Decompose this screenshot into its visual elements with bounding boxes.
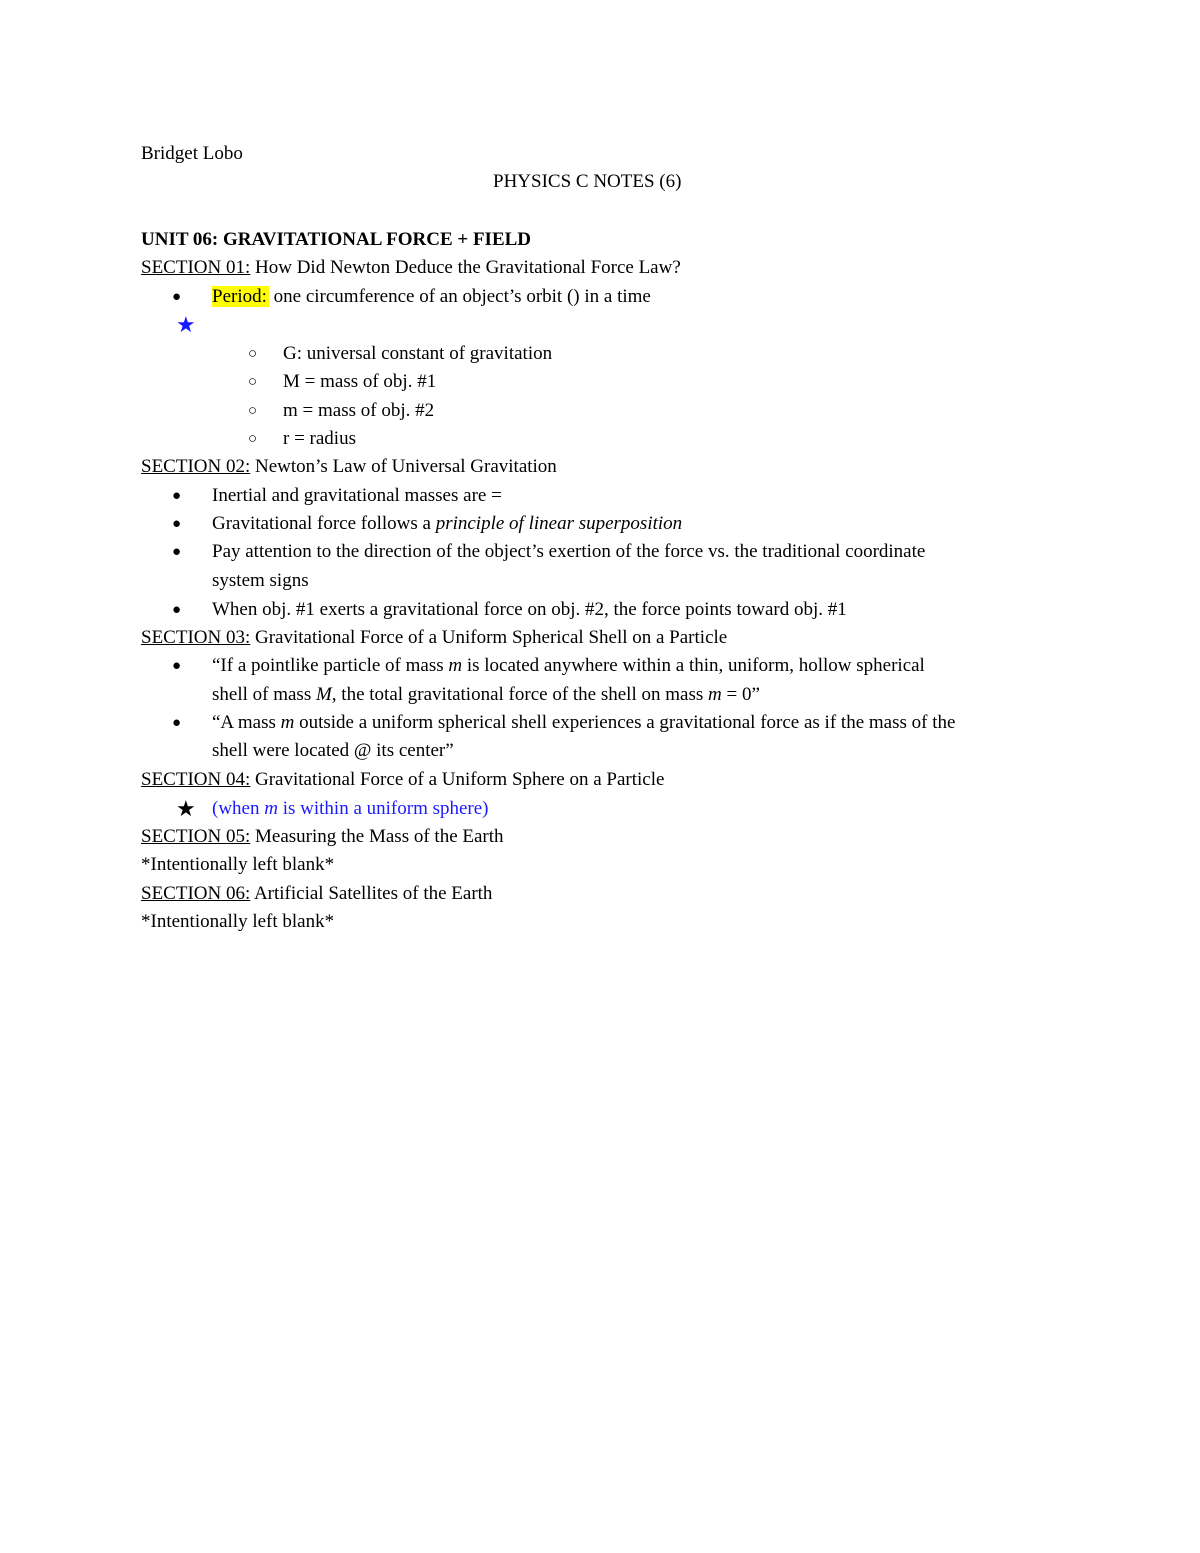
period-label: Period:: [212, 286, 267, 307]
section-01-title: How Did Newton Deduce the Gravitational Force Law?: [250, 257, 681, 278]
quote-text: “A mass: [212, 712, 281, 733]
unit-heading: UNIT 06: GRAVITATIONAL FORCE + FIELD: [141, 229, 532, 250]
section-06-label: SECTION 06:: [141, 883, 251, 904]
bullet-icon: ●: [172, 715, 182, 731]
section-04-title: Gravitational Force of a Uniform Sphere on a Particle: [250, 769, 665, 790]
period-text: one circumference of an object’s orbit () in a time: [268, 286, 651, 307]
variable-m: m: [448, 655, 463, 676]
variable-m: m: [264, 798, 278, 819]
variable-m: m: [280, 712, 295, 733]
section-03-title: Gravitational Force of a Uniform Spherical Shell on a Particle: [250, 627, 728, 648]
quote-item: [212, 711, 955, 735]
sub-item: G: universal constant of gravitation: [283, 343, 553, 364]
quote-text: outside a uniform spherical shell experiences a gravitational force as if the mass of the: [294, 712, 956, 733]
section-02-title: Newton’s Law of Universal Gravitation: [250, 456, 557, 477]
sub-item: m = mass of obj. #2: [283, 400, 435, 421]
bullet-icon: ●: [172, 516, 182, 532]
section-02-heading: [141, 455, 557, 479]
note-text: is within a uniform sphere): [277, 798, 489, 819]
quote-text: shell of mass: [212, 684, 316, 705]
quote-item-continuation: shell were located @ its center”: [212, 740, 454, 761]
variable-m: m: [708, 684, 722, 705]
section-01-label: SECTION 01:: [141, 257, 251, 278]
sub-item: r = radius: [283, 428, 356, 449]
quote-text: the total gravitational force of the shell on mass: [336, 684, 708, 705]
bullet-icon: ●: [172, 488, 182, 504]
document-title: PHYSICS C NOTES (6): [493, 171, 682, 192]
section-06-title: Artificial Satellites of the Earth: [250, 883, 493, 904]
emphasis-text: principle of linear superposition: [435, 513, 683, 534]
bullet-icon: ●: [172, 602, 182, 618]
list-item: When obj. #1 exerts a gravitational force on obj. #2, the force points toward obj. #1: [212, 599, 847, 620]
section-05-heading: [141, 825, 504, 849]
sub-item: M = mass of obj. #1: [283, 371, 437, 392]
section-01-heading: [141, 256, 681, 280]
bullet-icon: ●: [172, 544, 182, 560]
section-05-title: Measuring the Mass of the Earth: [250, 826, 504, 847]
bullet-icon: ●: [172, 289, 182, 305]
bullet-icon: ●: [172, 658, 182, 674]
blank-note: *Intentionally left blank*: [141, 854, 335, 875]
section-06-heading: [141, 882, 492, 906]
list-item: Inertial and gravitational masses are =: [212, 485, 502, 506]
sub-bullet-icon: ○: [248, 403, 258, 419]
section-04-label: SECTION 04:: [141, 769, 251, 790]
period-item: [212, 285, 651, 309]
section-02-label: SECTION 02:: [141, 456, 251, 477]
section-04-heading: [141, 768, 664, 792]
quote-text: = 0”: [721, 684, 760, 705]
sub-bullet-icon: ○: [248, 374, 258, 390]
quote-item: [212, 654, 925, 678]
author-name: Bridget Lobo: [141, 143, 243, 164]
variable-M: M,: [315, 684, 337, 705]
list-item-text: Gravitational force follows a: [212, 513, 436, 534]
quote-text: is located anywhere within a thin, uniform, hollow spherical: [462, 655, 925, 676]
list-item-continuation: system signs: [212, 570, 309, 591]
blank-note: *Intentionally left blank*: [141, 911, 335, 932]
sub-bullet-icon: ○: [248, 431, 258, 447]
quote-text: “If a pointlike particle of mass: [212, 655, 449, 676]
note-text: (when: [212, 798, 265, 819]
section-03-label: SECTION 03:: [141, 627, 251, 648]
section-03-heading: [141, 626, 727, 650]
section-05-label: SECTION 05:: [141, 826, 251, 847]
list-item: [212, 512, 682, 536]
list-item: Pay attention to the direction of the object’s exertion of the force vs. the traditional coordinate: [212, 541, 926, 562]
star-icon: ★: [176, 312, 196, 337]
sphere-note: [212, 797, 489, 821]
quote-item-continuation: [212, 683, 760, 707]
star-icon: ★: [176, 796, 196, 821]
sub-bullet-icon: ○: [248, 346, 258, 362]
